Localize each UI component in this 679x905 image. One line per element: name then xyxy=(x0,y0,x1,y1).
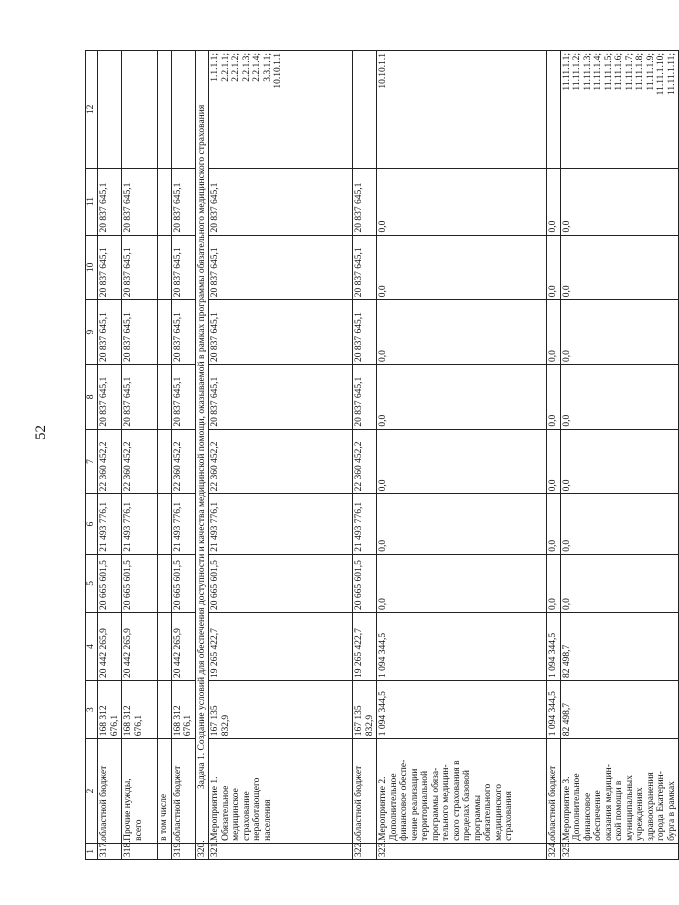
row-number: 325. xyxy=(560,843,679,859)
table-body-bottom xyxy=(209,51,679,860)
target-indicator-ref xyxy=(547,51,561,169)
amount-cell: 0,0 xyxy=(377,494,547,554)
amount-cell: 20 665 601,5 xyxy=(98,554,122,612)
row-number: 320. xyxy=(195,843,209,859)
amount-cell: 168 312 676,1 xyxy=(98,680,122,738)
amount-cell: 20 665 601,5 xyxy=(353,554,377,612)
target-indicator-ref xyxy=(158,51,172,169)
amount-cell: 168 312 676,1 xyxy=(171,680,195,738)
amount-cell: 20 665 601,5 xyxy=(171,554,195,612)
amount-cell: 20 837 645,1 xyxy=(122,168,158,235)
target-indicator-ref: 11.11.1.1; 11.11.1.2; 11.11.1.3; 11.11.1.4; 11.11.1.5; 11.11.1.6; 11.11.1.7; 11.11.1.8; 11.11.1.9; 11.11.1.10; 11.11.1.11; xyxy=(560,51,679,169)
row-label: Прочие нужды, всего xyxy=(122,739,158,844)
row-number: 324. xyxy=(547,843,561,859)
amount-cell: 20 837 645,1 xyxy=(122,300,158,365)
table-row xyxy=(377,51,547,860)
table-row xyxy=(98,51,122,860)
table-row xyxy=(353,51,377,860)
target-indicator-ref: 10.10.1.1 xyxy=(377,51,547,169)
amount-cell: 20 837 645,1 xyxy=(353,235,377,300)
row-label: областной бюджет xyxy=(171,739,195,844)
amount-cell xyxy=(158,300,172,365)
row-number xyxy=(158,843,172,859)
row-number: 322. xyxy=(353,843,377,859)
amount-cell: 22 360 452,2 xyxy=(353,429,377,494)
row-label: областной бюджет xyxy=(547,739,561,844)
column-header: 1 xyxy=(86,843,98,859)
target-indicator-ref xyxy=(98,51,122,169)
amount-cell: 22 360 452,2 xyxy=(171,429,195,494)
amount-cell: 20 837 645,1 xyxy=(122,364,158,429)
amount-cell: 20 837 645,1 xyxy=(171,300,195,365)
amount-cell: 167 135 832,9 xyxy=(353,680,377,738)
amount-cell: 1 094 344,5 xyxy=(377,613,547,681)
amount-cell: 0,0 xyxy=(377,554,547,612)
amount-cell xyxy=(158,680,172,738)
task-row xyxy=(195,51,209,860)
table-row xyxy=(171,51,195,860)
amount-cell: 22 360 452,2 xyxy=(122,429,158,494)
amount-cell: 1 094 344,5 xyxy=(377,680,547,738)
amount-cell xyxy=(158,494,172,554)
column-header: 9 xyxy=(86,300,98,365)
amount-cell: 0,0 xyxy=(547,554,561,612)
amount-cell: 0,0 xyxy=(560,168,679,235)
amount-cell: 0,0 xyxy=(547,494,561,554)
column-header: 6 xyxy=(86,494,98,554)
table-row xyxy=(158,51,172,860)
amount-cell: 20 837 645,1 xyxy=(209,364,353,429)
row-number: 323. xyxy=(377,843,547,859)
amount-cell xyxy=(158,613,172,681)
amount-cell xyxy=(158,364,172,429)
row-label: областной бюджет xyxy=(353,739,377,844)
amount-cell: 19 265 422,7 xyxy=(353,613,377,681)
row-label: Мероприятие 2. Дополнительное финансовое обеспе- чение реализации территориальной программы обяза- тельного медицин- ского страхования в пределах базовой программы обязательного медицинского страхования xyxy=(377,739,547,844)
amount-cell: 0,0 xyxy=(560,494,679,554)
amount-cell: 1 094 344,5 xyxy=(547,680,561,738)
amount-cell: 21 493 776,1 xyxy=(98,494,122,554)
amount-cell: 0,0 xyxy=(560,300,679,365)
amount-cell: 20 442 265,9 xyxy=(122,613,158,681)
target-indicator-ref xyxy=(353,51,377,169)
amount-cell: 0,0 xyxy=(560,429,679,494)
amount-cell: 82 498,7 xyxy=(560,680,679,738)
amount-cell: 0,0 xyxy=(377,235,547,300)
amount-cell: 0,0 xyxy=(547,235,561,300)
amount-cell: 21 493 776,1 xyxy=(122,494,158,554)
row-label: в том числе xyxy=(158,739,172,844)
table-body-top xyxy=(98,51,196,860)
budget-table xyxy=(85,50,679,860)
table-row xyxy=(547,51,561,860)
amount-cell xyxy=(158,168,172,235)
amount-cell: 20 837 645,1 xyxy=(353,300,377,365)
amount-cell: 20 837 645,1 xyxy=(353,364,377,429)
amount-cell: 20 837 645,1 xyxy=(353,168,377,235)
amount-cell: 20 442 265,9 xyxy=(171,613,195,681)
table-row xyxy=(560,51,679,860)
row-number: 318. xyxy=(122,843,158,859)
row-number: 319. xyxy=(171,843,195,859)
column-header: 7 xyxy=(86,429,98,494)
amount-cell: 20 837 645,1 xyxy=(98,168,122,235)
row-label: Мероприятие 1. Обязательное медицинское страхование неработающего населения xyxy=(209,739,353,844)
amount-cell: 20 837 645,1 xyxy=(171,168,195,235)
amount-cell: 20 837 645,1 xyxy=(98,235,122,300)
amount-cell: 22 360 452,2 xyxy=(209,429,353,494)
amount-cell: 20 837 645,1 xyxy=(98,364,122,429)
amount-cell: 21 493 776,1 xyxy=(171,494,195,554)
amount-cell: 167 135 832,9 xyxy=(209,680,353,738)
target-indicator-ref xyxy=(171,51,195,169)
row-number: 321. xyxy=(209,843,353,859)
column-header: 4 xyxy=(86,613,98,681)
amount-cell: 19 265 422,7 xyxy=(209,613,353,681)
amount-cell: 0,0 xyxy=(377,364,547,429)
amount-cell: 0,0 xyxy=(547,429,561,494)
amount-cell: 20 837 645,1 xyxy=(209,300,353,365)
amount-cell: 22 360 452,2 xyxy=(98,429,122,494)
target-indicator-ref xyxy=(122,51,158,169)
column-header: 3 xyxy=(86,680,98,738)
amount-cell: 0,0 xyxy=(560,554,679,612)
amount-cell: 82 498,7 xyxy=(560,613,679,681)
amount-cell: 168 312 676,1 xyxy=(122,680,158,738)
column-header: 11 xyxy=(86,168,98,235)
row-number: 317. xyxy=(98,843,122,859)
amount-cell: 20 837 645,1 xyxy=(98,300,122,365)
amount-cell: 20 442 265,9 xyxy=(98,613,122,681)
amount-cell: 20 837 645,1 xyxy=(209,168,353,235)
amount-cell: 0,0 xyxy=(377,429,547,494)
column-header: 5 xyxy=(86,554,98,612)
amount-cell: 20 837 645,1 xyxy=(209,235,353,300)
column-number-row xyxy=(86,51,98,860)
amount-cell xyxy=(158,235,172,300)
table-row xyxy=(122,51,158,860)
amount-cell: 0,0 xyxy=(547,300,561,365)
amount-cell: 0,0 xyxy=(377,168,547,235)
amount-cell: 0,0 xyxy=(547,168,561,235)
amount-cell: 20 837 645,1 xyxy=(171,235,195,300)
column-header: 2 xyxy=(86,739,98,844)
amount-cell: 20 837 645,1 xyxy=(171,364,195,429)
column-header: 12 xyxy=(86,51,98,169)
amount-cell: 20 665 601,5 xyxy=(209,554,353,612)
amount-cell: 20 837 645,1 xyxy=(122,235,158,300)
amount-cell: 21 493 776,1 xyxy=(353,494,377,554)
amount-cell xyxy=(158,554,172,612)
column-header: 8 xyxy=(86,364,98,429)
amount-cell: 21 493 776,1 xyxy=(209,494,353,554)
amount-cell xyxy=(158,429,172,494)
amount-cell: 0,0 xyxy=(560,364,679,429)
amount-cell: 0,0 xyxy=(547,364,561,429)
amount-cell: 20 665 601,5 xyxy=(122,554,158,612)
amount-cell: 1 094 344,5 xyxy=(547,613,561,681)
row-label: Мероприятие 3. Дополнительное финансовое обеспечение оказания медицин- ской помощи в муниципальных учреждениях здравоохранения города Екатерин- бурга в рамках xyxy=(560,739,679,844)
rotated-table-wrapper xyxy=(85,50,677,860)
amount-cell: 0,0 xyxy=(377,300,547,365)
amount-cell: 0,0 xyxy=(560,235,679,300)
page-number: 52 xyxy=(33,425,49,440)
task-text: Задача 1. Создание условий для обеспечения доступности и качества медицинской помощи, оказываемой в рамках программы обязательного медицинского страхования xyxy=(195,51,209,844)
table-row xyxy=(209,51,353,860)
target-indicator-ref: 1.1.1.1; 2.2.1.1; 2.2.1.2; 2.2.1.3; 2.2.1.4; 3.3.1.1; 10.10.1.1 xyxy=(209,51,353,169)
column-header: 10 xyxy=(86,235,98,300)
row-label: областной бюджет xyxy=(98,739,122,844)
